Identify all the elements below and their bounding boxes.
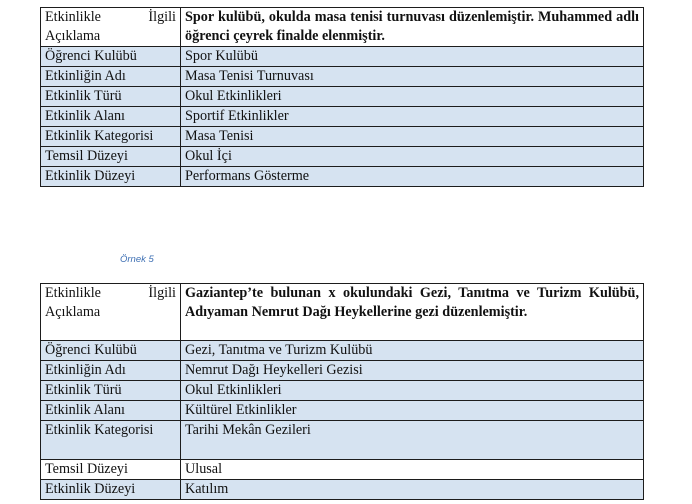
row-value: Katılım (181, 480, 644, 500)
row-value: Performans Gösterme (181, 167, 644, 187)
row-label: Öğrenci Kulübü (41, 47, 181, 67)
row-label: Etkinlik Düzeyi (41, 167, 181, 187)
row-value: Masa Tenisi Turnuvası (181, 67, 644, 87)
activity-table-2 (40, 283, 644, 500)
table-row (41, 341, 644, 361)
row-label: Etkinliğin Adı (41, 67, 181, 87)
row-label: Etkinlik Düzeyi (41, 480, 181, 500)
table-row (41, 361, 644, 381)
row-label: Temsil Düzeyi (41, 147, 181, 167)
header-label-word: İlgili (148, 285, 176, 301)
table-row (41, 127, 644, 147)
table-row (41, 401, 644, 421)
row-value: Ulusal (181, 460, 644, 480)
table-row (41, 107, 644, 127)
table-row (41, 381, 644, 401)
row-value: Okul Etkinlikleri (181, 87, 644, 107)
table-row (41, 421, 644, 460)
header-label-cell (41, 8, 181, 47)
row-value: Gezi, Tanıtma ve Turizm Kulübü (181, 341, 644, 361)
table-row (41, 47, 644, 67)
row-label: Etkinlik Alanı (41, 107, 181, 127)
table-header-row (41, 284, 644, 341)
row-value: Okul Etkinlikleri (181, 381, 644, 401)
table-row (41, 480, 644, 500)
row-label: Etkinlik Türü (41, 381, 181, 401)
header-label-word: İlgili (148, 9, 176, 25)
header-label-line2: Açıklama (45, 304, 101, 320)
row-label: Öğrenci Kulübü (41, 341, 181, 361)
header-label-word: Etkinlikle (45, 285, 101, 301)
row-value: Masa Tenisi (181, 127, 644, 147)
table-row (41, 67, 644, 87)
row-value: Tarihi Mekân Gezileri (181, 421, 644, 460)
example-caption: Örnek 5 (120, 254, 154, 265)
activity-table-1 (40, 7, 644, 187)
header-label-line2: Açıklama (45, 28, 101, 44)
row-value: Kültürel Etkinlikler (181, 401, 644, 421)
header-description: Gaziantep’te bulunan x okulundaki Gezi, Tanıtma ve Turizm Kulübü, Adıyaman Nemrut Dağı Heykellerine gezi düzenlemiştir. (181, 284, 644, 341)
row-label: Etkinlik Türü (41, 87, 181, 107)
row-value: Spor Kulübü (181, 47, 644, 67)
table-row (41, 167, 644, 187)
table-row (41, 460, 644, 480)
row-label: Etkinlik Alanı (41, 401, 181, 421)
table-header-row (41, 8, 644, 47)
table-row (41, 87, 644, 107)
header-label-word: Etkinlikle (45, 9, 101, 25)
table-row (41, 147, 644, 167)
row-label: Etkinliğin Adı (41, 361, 181, 381)
header-description: Spor kulübü, okulda masa tenisi turnuvası düzenlemiştir. Muhammed adlı öğrenci çeyrek finalde elenmiştir. (181, 8, 644, 47)
row-label: Etkinlik Kategorisi (41, 127, 181, 147)
row-label: Temsil Düzeyi (41, 460, 181, 480)
row-value: Sportif Etkinlikler (181, 107, 644, 127)
row-value: Nemrut Dağı Heykelleri Gezisi (181, 361, 644, 381)
header-label-cell (41, 284, 181, 341)
row-label: Etkinlik Kategorisi (41, 421, 181, 460)
row-value: Okul İçi (181, 147, 644, 167)
